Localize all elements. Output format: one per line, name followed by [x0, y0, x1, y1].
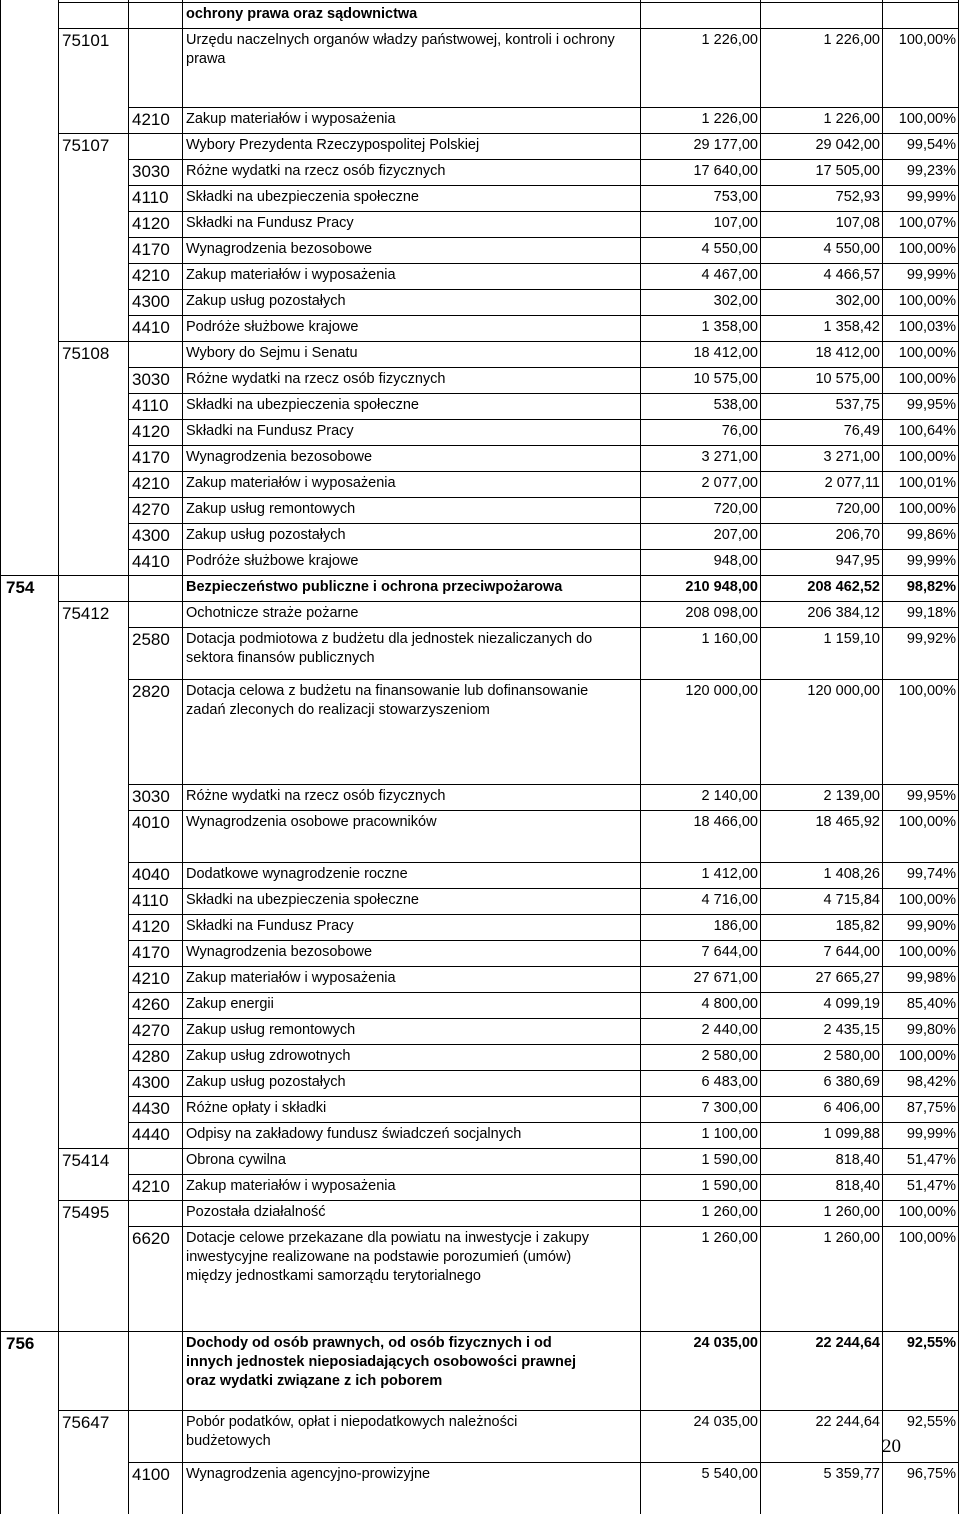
plan-amount: 1 100,00 — [701, 1126, 758, 1142]
executed-amount: 302,00 — [835, 293, 880, 309]
executed-amount: 3 271,00 — [823, 449, 880, 465]
row-border — [128, 1018, 958, 1019]
para-code: 4170 — [132, 943, 170, 962]
row-name: Bezpieczeństwo publiczne i ochrona przeciwpożarowa — [186, 579, 563, 595]
execution-percent: 99,18% — [906, 605, 956, 621]
row-border — [58, 1148, 958, 1149]
execution-percent: 99,99% — [906, 267, 956, 283]
row-border — [128, 810, 958, 811]
executed-amount: 206 384,12 — [807, 605, 880, 621]
plan-amount: 3 271,00 — [701, 449, 758, 465]
row-name: Zakup energii — [186, 996, 274, 1012]
execution-percent: 51,47% — [906, 1178, 956, 1194]
executed-amount: 947,95 — [835, 553, 880, 569]
row-border — [128, 107, 958, 108]
chapter-code: 75414 — [62, 1151, 110, 1170]
execution-percent: 100,00% — [898, 501, 956, 517]
plan-amount: 24 035,00 — [693, 1335, 758, 1351]
executed-amount: 2 435,15 — [823, 1022, 880, 1038]
para-code: 4270 — [132, 1021, 170, 1040]
para-code: 4300 — [132, 1073, 170, 1092]
row-border — [58, 2, 958, 3]
row-border — [128, 914, 958, 915]
plan-amount: 1 412,00 — [701, 866, 758, 882]
plan-amount: 2 077,00 — [701, 475, 758, 491]
executed-amount: 18 465,92 — [815, 814, 880, 830]
execution-percent: 100,00% — [898, 293, 956, 309]
chapter-code: 75101 — [62, 31, 110, 50]
row-name: Wybory do Sejmu i Senatu — [186, 345, 358, 361]
execution-percent: 99,90% — [906, 918, 956, 934]
execution-percent: 99,86% — [906, 527, 956, 543]
execution-percent: 96,75% — [906, 1466, 956, 1482]
row-border — [58, 341, 958, 342]
plan-amount: 4 800,00 — [701, 996, 758, 1012]
execution-percent: 100,00% — [898, 371, 956, 387]
execution-percent: 99,80% — [906, 1022, 956, 1038]
executed-amount: 2 077,11 — [824, 475, 880, 491]
executed-amount: 10 575,00 — [815, 371, 880, 387]
execution-percent: 100,00% — [898, 241, 956, 257]
execution-percent: 100,00% — [898, 1204, 956, 1220]
row-name: Wynagrodzenia osobowe pracowników — [186, 814, 437, 830]
executed-amount: 18 412,00 — [815, 345, 880, 361]
column-line — [182, 0, 183, 1514]
para-code: 4040 — [132, 865, 170, 884]
row-name: Zakup usług pozostałych — [186, 293, 346, 309]
column-line — [58, 0, 59, 1514]
para-code: 4210 — [132, 1177, 170, 1196]
row-name: Zakup materiałów i wyposażenia — [186, 1178, 396, 1194]
plan-amount: 1 160,00 — [701, 631, 758, 647]
row-border — [128, 523, 958, 524]
row-border — [128, 679, 958, 680]
row-name: Wybory Prezydenta Rzeczypospolitej Polskiej — [186, 137, 480, 153]
executed-amount: 17 505,00 — [815, 163, 880, 179]
para-code: 4410 — [132, 318, 170, 337]
row-border — [128, 1122, 958, 1123]
execution-percent: 100,01% — [898, 475, 956, 491]
row-border — [58, 1410, 958, 1411]
row-name: Wynagrodzenia bezosobowe — [186, 241, 373, 257]
execution-percent: 100,00% — [898, 892, 956, 908]
column-line — [882, 0, 883, 1514]
row-border — [128, 1226, 958, 1227]
execution-percent: 98,42% — [906, 1074, 956, 1090]
executed-amount: 1 408,26 — [823, 866, 880, 882]
executed-amount: 720,00 — [835, 501, 880, 517]
para-code: 4210 — [132, 266, 170, 285]
plan-amount: 1 358,00 — [701, 319, 758, 335]
para-code: 3030 — [132, 370, 170, 389]
para-code: 4300 — [132, 526, 170, 545]
column-line — [128, 0, 129, 1514]
executed-amount: 206,70 — [835, 527, 880, 543]
row-name: Zakup usług pozostałych — [186, 1074, 346, 1090]
execution-percent: 100,07% — [898, 215, 956, 231]
chapter-code: 75412 — [62, 604, 110, 623]
row-border — [128, 445, 958, 446]
plan-amount: 1 260,00 — [701, 1204, 758, 1220]
executed-amount: 1 226,00 — [823, 32, 880, 48]
execution-percent: 100,00% — [898, 814, 956, 830]
executed-amount: 208 462,52 — [807, 579, 880, 595]
executed-amount: 185,82 — [835, 918, 880, 934]
executed-amount: 6 380,69 — [823, 1074, 880, 1090]
execution-percent: 99,99% — [906, 553, 956, 569]
plan-amount: 7 644,00 — [701, 944, 758, 960]
row-name: Ochotnicze straże pożarne — [186, 605, 359, 621]
executed-amount: 6 406,00 — [823, 1100, 880, 1116]
plan-amount: 208 098,00 — [685, 605, 758, 621]
para-code: 4430 — [132, 1099, 170, 1118]
plan-amount: 7 300,00 — [701, 1100, 758, 1116]
execution-percent: 100,64% — [898, 423, 956, 439]
executed-amount: 1 260,00 — [823, 1230, 880, 1246]
row-name: Składki na Fundusz Pracy — [186, 423, 354, 439]
para-code: 4410 — [132, 552, 170, 571]
row-border — [128, 888, 958, 889]
row-name: Składki na ubezpieczenia społeczne — [186, 189, 419, 205]
execution-percent: 92,55% — [906, 1335, 956, 1351]
chapter-code: 75107 — [62, 136, 110, 155]
executed-amount: 76,49 — [843, 423, 880, 439]
plan-amount: 29 177,00 — [693, 137, 758, 153]
plan-amount: 17 640,00 — [693, 163, 758, 179]
plan-amount: 720,00 — [713, 501, 758, 517]
row-name: Zakup usług remontowych — [186, 501, 356, 517]
execution-percent: 99,54% — [906, 137, 956, 153]
row-name: Dotacja celowa z budżetu na finansowanie lub dofinansowanie zadań zleconych do realizacji stowarzyszeniom — [186, 683, 589, 718]
row-border — [128, 862, 958, 863]
para-code: 6620 — [132, 1229, 170, 1248]
para-code: 4440 — [132, 1125, 170, 1144]
executed-amount: 537,75 — [835, 397, 880, 413]
plan-amount: 302,00 — [713, 293, 758, 309]
executed-amount: 4 099,19 — [823, 996, 880, 1012]
execution-percent: 100,00% — [898, 1048, 956, 1064]
plan-amount: 948,00 — [713, 553, 758, 569]
executed-amount: 4 550,00 — [823, 241, 880, 257]
row-border — [128, 1174, 958, 1175]
para-code: 4110 — [132, 396, 169, 415]
row-name: Urzędu naczelnych organów władzy państwowej, kontroli i ochrony prawa — [186, 32, 615, 67]
plan-amount: 6 483,00 — [701, 1074, 758, 1090]
para-code: 4120 — [132, 214, 170, 233]
para-code: 4170 — [132, 240, 170, 259]
executed-amount: 1 226,00 — [823, 111, 880, 127]
row-border — [58, 1200, 958, 1201]
para-code: 4120 — [132, 917, 170, 936]
row-border — [0, 1331, 958, 1332]
plan-amount: 2 440,00 — [701, 1022, 758, 1038]
execution-percent: 87,75% — [906, 1100, 956, 1116]
executed-amount: 2 580,00 — [823, 1048, 880, 1064]
row-name: Podróże służbowe krajowe — [186, 553, 359, 569]
row-border — [128, 289, 958, 290]
executed-amount: 5 359,77 — [823, 1466, 880, 1482]
executed-amount: 4 466,57 — [823, 267, 880, 283]
execution-percent: 100,00% — [898, 111, 956, 127]
row-border — [128, 1070, 958, 1071]
para-code: 2820 — [132, 682, 170, 701]
executed-amount: 2 139,00 — [823, 788, 880, 804]
plan-amount: 107,00 — [713, 215, 758, 231]
row-name: Odpisy na zakładowy fundusz świadczeń socjalnych — [186, 1126, 522, 1142]
plan-amount: 186,00 — [713, 918, 758, 934]
row-name: Dodatkowe wynagrodzenie roczne — [186, 866, 408, 882]
plan-amount: 2 140,00 — [701, 788, 758, 804]
row-border — [128, 1096, 958, 1097]
para-code: 4280 — [132, 1047, 170, 1066]
plan-amount: 4 550,00 — [701, 241, 758, 257]
section-code: 754 — [6, 578, 35, 597]
row-border — [128, 940, 958, 941]
executed-amount: 7 644,00 — [823, 944, 880, 960]
plan-amount: 120 000,00 — [685, 683, 758, 699]
plan-amount: 1 226,00 — [701, 32, 758, 48]
executed-amount: 29 042,00 — [815, 137, 880, 153]
row-name: Różne opłaty i składki — [186, 1100, 327, 1116]
execution-percent: 98,82% — [906, 579, 956, 595]
row-border — [128, 784, 958, 785]
para-code: 4110 — [132, 188, 169, 207]
para-code: 4210 — [132, 110, 170, 129]
row-border — [128, 159, 958, 160]
para-code: 2580 — [132, 630, 170, 649]
executed-amount: 818,40 — [835, 1178, 880, 1194]
row-border — [128, 627, 958, 628]
row-name: ochrony prawa oraz sądownictwa — [186, 6, 418, 22]
row-border — [128, 497, 958, 498]
para-code: 3030 — [132, 162, 170, 181]
executed-amount: 107,08 — [835, 215, 880, 231]
row-border — [128, 1462, 958, 1463]
row-border — [128, 549, 958, 550]
plan-amount: 2 580,00 — [701, 1048, 758, 1064]
row-name: Składki na Fundusz Pracy — [186, 918, 354, 934]
para-code: 4270 — [132, 500, 170, 519]
execution-percent: 100,00% — [898, 1230, 956, 1246]
chapter-code: 75647 — [62, 1413, 110, 1432]
execution-percent: 99,23% — [906, 163, 956, 179]
row-border — [128, 263, 958, 264]
row-border — [58, 601, 958, 602]
plan-amount: 753,00 — [713, 189, 758, 205]
plan-amount: 18 466,00 — [693, 814, 758, 830]
executed-amount: 818,40 — [835, 1152, 880, 1168]
row-border — [128, 367, 958, 368]
executed-amount: 752,93 — [835, 189, 880, 205]
row-border — [128, 966, 958, 967]
column-line — [958, 0, 959, 1514]
plan-amount: 1 590,00 — [701, 1178, 758, 1194]
execution-percent: 99,92% — [906, 631, 956, 647]
row-name: Pozostała działalność — [186, 1204, 326, 1220]
executed-amount: 27 665,27 — [815, 970, 880, 986]
column-line — [640, 0, 641, 1514]
execution-percent: 99,99% — [906, 1126, 956, 1142]
para-code: 4260 — [132, 995, 170, 1014]
row-name: Dochody od osób prawnych, od osób fizycznych i od innych jednostek nieposiadających osobowości prawnej oraz wydatki związane z ich poborem — [186, 1335, 576, 1389]
plan-amount: 1 590,00 — [701, 1152, 758, 1168]
para-code: 4210 — [132, 474, 170, 493]
plan-amount: 1 226,00 — [701, 111, 758, 127]
plan-amount: 27 671,00 — [693, 970, 758, 986]
execution-percent: 99,98% — [906, 970, 956, 986]
para-code: 4170 — [132, 448, 170, 467]
row-name: Zakup materiałów i wyposażenia — [186, 267, 396, 283]
para-code: 4100 — [132, 1465, 170, 1484]
plan-amount: 10 575,00 — [693, 371, 758, 387]
execution-percent: 99,74% — [906, 866, 956, 882]
chapter-code: 75495 — [62, 1203, 110, 1222]
execution-percent: 100,00% — [898, 944, 956, 960]
column-line — [760, 0, 761, 1514]
execution-percent: 100,00% — [898, 449, 956, 465]
execution-percent: 100,00% — [898, 32, 956, 48]
row-name: Wynagrodzenia bezosobowe — [186, 944, 373, 960]
row-name: Wynagrodzenia agencyjno-prowizyjne — [186, 1466, 431, 1482]
row-name: Zakup usług zdrowotnych — [186, 1048, 351, 1064]
execution-percent: 100,03% — [898, 319, 956, 335]
plan-amount: 4 716,00 — [701, 892, 758, 908]
row-border — [128, 185, 958, 186]
row-name: Różne wydatki na rzecz osób fizycznych — [186, 788, 446, 804]
plan-amount: 210 948,00 — [685, 579, 758, 595]
row-border — [128, 393, 958, 394]
execution-percent: 100,00% — [898, 345, 956, 361]
row-name: Zakup usług remontowych — [186, 1022, 356, 1038]
execution-percent: 100,00% — [898, 683, 956, 699]
row-border — [128, 419, 958, 420]
row-name: Zakup materiałów i wyposażenia — [186, 111, 396, 127]
execution-percent: 51,47% — [906, 1152, 956, 1168]
executed-amount: 120 000,00 — [807, 683, 880, 699]
row-name: Pobór podatków, opłat i niepodatkowych należności budżetowych — [186, 1414, 518, 1449]
execution-percent: 85,40% — [906, 996, 956, 1012]
para-code: 4120 — [132, 422, 170, 441]
execution-percent: 99,95% — [906, 788, 956, 804]
executed-amount: 1 260,00 — [823, 1204, 880, 1220]
plan-amount: 538,00 — [713, 397, 758, 413]
executed-amount: 1 358,42 — [823, 319, 880, 335]
row-border — [128, 471, 958, 472]
executed-amount: 22 244,64 — [815, 1335, 880, 1351]
plan-amount: 5 540,00 — [701, 1466, 758, 1482]
plan-amount: 76,00 — [721, 423, 758, 439]
para-code: 4300 — [132, 292, 170, 311]
plan-amount: 4 467,00 — [701, 267, 758, 283]
row-name: Zakup usług pozostałych — [186, 527, 346, 543]
row-border — [58, 133, 958, 134]
row-border — [58, 28, 958, 29]
page-number: 20 — [882, 1436, 901, 1457]
executed-amount: 1 099,88 — [823, 1126, 880, 1142]
row-name: Dotacja podmiotowa z budżetu dla jednostek niezaliczanych do sektora finansów publicznych — [186, 631, 593, 666]
row-name: Różne wydatki na rzecz osób fizycznych — [186, 163, 446, 179]
para-code: 4110 — [132, 891, 169, 910]
row-border — [128, 211, 958, 212]
para-code: 4010 — [132, 813, 170, 832]
column-line — [0, 0, 1, 1514]
row-name: Zakup materiałów i wyposażenia — [186, 970, 396, 986]
executed-amount: 4 715,84 — [823, 892, 880, 908]
para-code: 4210 — [132, 969, 170, 988]
row-border — [0, 575, 958, 576]
executed-amount: 22 244,64 — [815, 1414, 880, 1430]
plan-amount: 1 260,00 — [701, 1230, 758, 1246]
row-name: Składki na ubezpieczenia społeczne — [186, 397, 419, 413]
row-border — [128, 1044, 958, 1045]
row-name: Wynagrodzenia bezosobowe — [186, 449, 373, 465]
plan-amount: 207,00 — [713, 527, 758, 543]
row-name: Zakup materiałów i wyposażenia — [186, 475, 396, 491]
executed-amount: 1 159,10 — [823, 631, 880, 647]
section-code: 756 — [6, 1334, 35, 1353]
row-name: Składki na Fundusz Pracy — [186, 215, 354, 231]
row-border — [128, 237, 958, 238]
execution-percent: 99,95% — [906, 397, 956, 413]
row-name: Różne wydatki na rzecz osób fizycznych — [186, 371, 446, 387]
para-code: 3030 — [132, 787, 170, 806]
row-name: Podróże służbowe krajowe — [186, 319, 359, 335]
row-name: Dotacje celowe przekazane dla powiatu na inwestycje i zakupy inwestycyjne realizowane na podstawie porozumień (umów) między jednostkami samorządu terytorialnego — [186, 1230, 589, 1284]
row-border — [128, 992, 958, 993]
plan-amount: 24 035,00 — [693, 1414, 758, 1430]
chapter-code: 75108 — [62, 344, 110, 363]
plan-amount: 18 412,00 — [693, 345, 758, 361]
row-name: Obrona cywilna — [186, 1152, 286, 1168]
row-name: Składki na ubezpieczenia społeczne — [186, 892, 419, 908]
execution-percent: 99,99% — [906, 189, 956, 205]
execution-percent: 92,55% — [906, 1414, 956, 1430]
row-border — [128, 315, 958, 316]
